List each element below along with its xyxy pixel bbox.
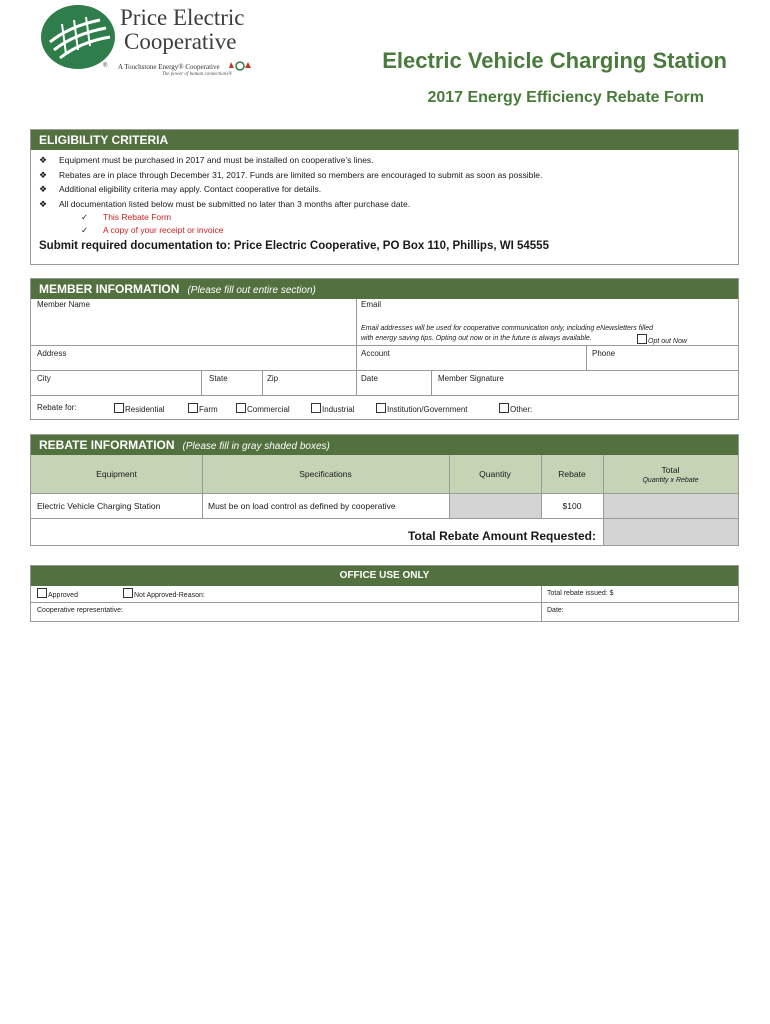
phone-field[interactable]: Phone (592, 349, 616, 358)
email-note: Email addresses will be used for cooperative communication only, including eNewsletters filled (361, 325, 654, 332)
eligibility-header: ELIGIBILITY CRITERIA (31, 130, 738, 150)
checkbox-icon[interactable] (236, 403, 246, 413)
rebate-column-header: Rebate (541, 455, 603, 493)
rebate-section (30, 434, 739, 546)
specifications-cell: Must be on load control as defined by cooperative (208, 500, 396, 511)
total-issued-field[interactable]: Total rebate issued: $ (547, 590, 614, 597)
checkbox-icon[interactable] (188, 403, 198, 413)
checkmark-icon: ✓ (81, 225, 89, 235)
checkbox-icon[interactable] (311, 403, 321, 413)
equipment-column-header: Equipment (31, 455, 202, 493)
not-approved-checkbox[interactable]: Not Approved-Reason: (123, 588, 205, 599)
state-field[interactable]: State (209, 374, 228, 383)
checkbox-icon[interactable] (123, 588, 133, 598)
account-field[interactable]: Account (361, 349, 390, 358)
office-use-section (30, 565, 739, 622)
representative-field[interactable]: Cooperative representative: (37, 607, 123, 614)
office-header: OFFICE USE ONLY (31, 566, 738, 586)
diamond-bullet-icon: ❖ (39, 155, 48, 165)
diamond-bullet-icon: ❖ (39, 169, 48, 180)
submit-address: Submit required documentation to: Price Electric Cooperative, PO Box 110, Phillips, WI 54555 (39, 240, 549, 252)
total-rebate-input[interactable] (604, 519, 738, 545)
line-total-input[interactable] (604, 494, 738, 518)
list-item: ❖ Equipment must be purchased in 2017 and must be installed on cooperative’s lines. (31, 153, 738, 168)
office-date-field[interactable]: Date: (547, 607, 564, 614)
address-field[interactable]: Address (37, 349, 67, 358)
document-item: ✓ This Rebate Form (81, 212, 172, 222)
city-field[interactable]: City (37, 374, 51, 383)
list-item: ❖ Rebates are in place through December 31, 2017. Funds are limited so members are encouraged to submit as soon as possible. (31, 168, 738, 183)
checkbox-icon[interactable] (37, 588, 47, 598)
farm-checkbox[interactable]: Farm (188, 403, 218, 414)
quantity-column-header: Quantity (449, 455, 541, 493)
page-subtitle: 2017 Energy Efficiency Rebate Form (427, 89, 704, 106)
industrial-checkbox[interactable]: Industrial (311, 403, 354, 414)
total-column-header: Total Quantity x Rebate (603, 455, 738, 493)
member-section (30, 278, 739, 420)
checkbox-icon[interactable] (499, 403, 509, 413)
total-rebate-label: Total Rebate Amount Requested: (407, 529, 596, 543)
logo-name-line1: Price Electric (120, 5, 245, 30)
email-field[interactable]: Email (361, 300, 382, 309)
rebate-for-label: Rebate for: (37, 403, 77, 412)
logo-slogan: The power of human connections® (162, 72, 233, 77)
member-header: MEMBER INFORMATION (Please fill out entire section) (31, 279, 738, 299)
opt-out-checkbox[interactable]: Opt out Now (637, 334, 687, 347)
logo-tagline: A Touchstone Energy® Cooperative (118, 63, 220, 71)
specifications-column-header: Specifications (202, 455, 449, 493)
residential-checkbox[interactable]: Residential (114, 403, 165, 414)
list-item: ❖ Additional eligibility criteria may apply. Contact cooperative for details. (31, 182, 738, 197)
document-item: ✓ A copy of your receipt or invoice (81, 225, 224, 235)
checkbox-icon[interactable] (637, 334, 647, 344)
checkmark-icon: ✓ (81, 212, 89, 222)
diamond-bullet-icon: ❖ (39, 198, 48, 209)
page-title: Electric Vehicle Charging Station (382, 48, 727, 73)
criteria-list (31, 153, 738, 211)
date-field[interactable]: Date (361, 374, 378, 383)
diamond-bullet-icon: ❖ (39, 184, 48, 194)
approved-checkbox[interactable]: Approved (37, 588, 78, 599)
list-item: ❖ All documentation listed below must be submitted no later than 3 months after purchase date. (31, 197, 738, 212)
other-checkbox[interactable]: Other: (499, 403, 532, 414)
rebate-cell: $100 (562, 500, 582, 511)
member-name-field[interactable]: Member Name (37, 300, 90, 309)
email-note-2: with energy saving tips. Opting out now or in the future is always available. (361, 335, 592, 342)
rebate-header: REBATE INFORMATION (Please fill in gray shaded boxes) (31, 435, 738, 455)
quantity-input[interactable] (450, 494, 541, 518)
touchstone-energy-icon (227, 60, 253, 74)
logo-name-line2: Cooperative (124, 29, 237, 54)
registered-mark: ® (103, 63, 108, 69)
eligibility-section (30, 129, 739, 265)
commercial-checkbox[interactable]: Commercial (236, 403, 290, 414)
checkbox-icon[interactable] (376, 403, 386, 413)
equipment-cell: Electric Vehicle Charging Station (37, 500, 161, 511)
zip-field[interactable]: Zip (267, 374, 279, 383)
checkbox-icon[interactable] (114, 403, 124, 413)
institution-government-checkbox[interactable]: Institution/Government (376, 403, 467, 414)
member-signature-field[interactable]: Member Signature (438, 374, 504, 383)
cooperative-logo-icon (40, 4, 116, 70)
